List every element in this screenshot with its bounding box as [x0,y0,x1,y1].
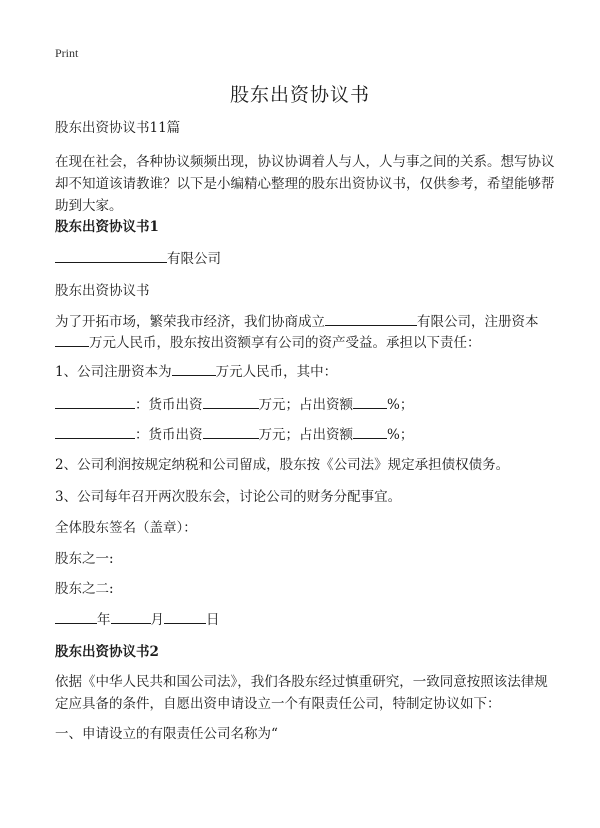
year-label: 年 [97,612,111,628]
item2-line: 2、公司利润按规定纳税和公司留成，股东按《公司法》规定承担债权债务。 [55,457,510,473]
blank-registered-capital[interactable] [172,361,216,376]
date-line [55,609,220,631]
blank-company-name[interactable] [55,248,167,263]
signature-label: 全体股东签名（盖章）： [55,520,197,536]
para1-text-c: 万元人民币，股东按出资额享有公司的资产受益。承担以下责任： [89,335,481,351]
blank-percent-1[interactable] [353,394,387,409]
blank-company[interactable] [325,311,417,326]
para1-line2 [55,332,481,354]
blank-day[interactable] [164,609,206,624]
company-suffix: 有限公司 [167,251,221,267]
day-label: 日 [206,612,220,628]
blank-month[interactable] [111,609,151,624]
section2-item1: 一、申请设立的有限责任公司名称为“ [55,726,278,742]
para1-text-a: 为了开拓市场，繁荣我市经济，我们协商成立 [55,314,325,330]
item3-line: 3、公司每年召开两次股东会，讨论公司的财务分配事宜。 [55,489,402,505]
section1-heading: 股东出资协议书1 [55,219,159,235]
para1-line1 [55,311,539,333]
company-name-line [55,248,221,270]
section2-heading: 股东出资协议书2 [55,644,159,660]
shareholder-1-label: 股东之一: [55,551,114,567]
contrib-text-c: %； [387,427,414,443]
item1-text-b: 万元人民币，其中： [215,364,338,380]
contrib-text-c: %； [387,397,414,413]
print-link[interactable]: Print [55,46,79,60]
month-label: 月 [150,612,164,628]
blank-capital[interactable] [55,332,89,347]
blank-shareholder-1[interactable] [55,394,135,409]
blank-percent-2[interactable] [353,424,387,439]
contrib-text-b: 万元；占出资额 [258,397,353,413]
blank-amount-2[interactable] [203,424,259,439]
blank-shareholder-2[interactable] [55,424,135,439]
section1-doc-label: 股东出资协议书 [55,283,150,299]
blank-year[interactable] [55,609,97,624]
blank-amount-1[interactable] [203,394,259,409]
document-subtitle: 股东出资协议书11篇 [55,120,181,136]
contrib-text-b: 万元；占出资额 [258,427,353,443]
contribution-line-1 [55,394,413,416]
para1-text-b: 有限公司，注册资本 [417,314,539,330]
section2-paragraph: 依据《中华人民共和国公司法》，我们各股东经过慎重研究，一致同意按照该法律规定应具备的条件，自愿出资申请设立一个有限责任公司，特制定协议如下： [55,674,548,712]
intro-paragraph: 在现在社会，各种协议频频出现，协议协调着人与人，人与事之间的关系。想写协议却不知道该请教谁？以下是小编精心整理的股东出资协议书，仅供参考，希望能够帮助到大家。 [55,154,555,214]
item1-text-a: 1、公司注册资本为 [55,364,172,380]
contribution-line-2 [55,424,413,446]
shareholder-2-label: 股东之二: [55,581,114,597]
contrib-text-a: ：货币出资 [135,427,203,443]
item1-line [55,361,337,383]
contrib-text-a: ：货币出资 [135,397,203,413]
page-title: 股东出资协议书 [229,84,370,106]
